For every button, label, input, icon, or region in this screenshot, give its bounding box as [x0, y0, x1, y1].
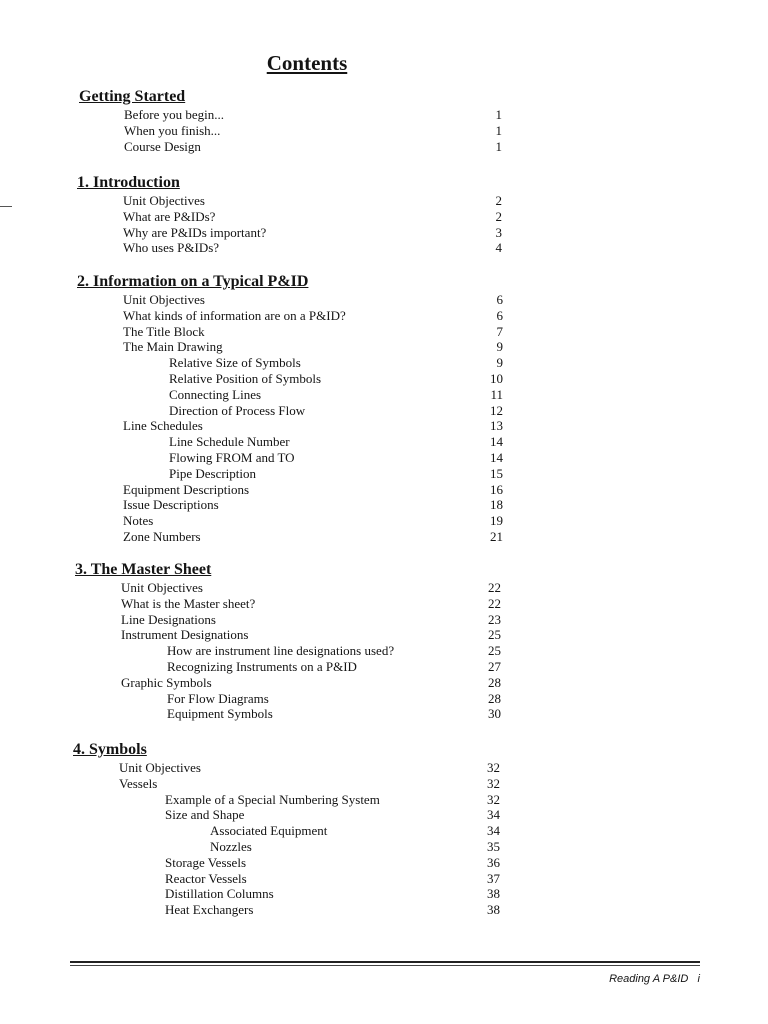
toc-entry-page: 2 [495, 208, 502, 224]
toc-entry-title: Flowing FROM and TO [169, 450, 295, 465]
toc-entry-title: Line Designations [121, 611, 216, 627]
toc-entry-page: 28 [488, 690, 501, 706]
toc-entry-title: Instrument Designations [121, 627, 249, 643]
toc-entry-title: Issue Descriptions [123, 497, 219, 513]
toc-entry-page: 35 [487, 839, 500, 854]
toc-entry-page: 38 [487, 902, 500, 918]
toc-entry-title: Reactor Vessels [165, 870, 247, 886]
toc-entry-page: 11 [490, 386, 503, 402]
toc-entry-title: Unit Objectives [123, 292, 205, 307]
toc-entry-page: 25 [488, 627, 501, 643]
toc-entry-title: Line Schedules [123, 418, 203, 434]
toc-entry-page: 14 [490, 434, 503, 450]
toc-entry-page: 38 [487, 886, 500, 902]
toc-entry-page: 22 [488, 595, 501, 611]
toc-entry-page: 25 [488, 643, 501, 659]
scan-edge-mark [0, 206, 12, 207]
toc-entry-page: 19 [490, 513, 503, 529]
toc-entry-page: 21 [490, 529, 503, 544]
toc-entry-page: 1 [495, 138, 502, 154]
toc-entry-title: Equipment Symbols [167, 706, 273, 722]
page-footer [560, 973, 700, 985]
toc-entry-title: For Flow Diagrams [167, 690, 269, 706]
toc-entry-page: 30 [488, 706, 501, 722]
toc-entry-title: Example of a Special Numbering System [165, 791, 380, 807]
toc-entry-title: Unit Objectives [123, 193, 205, 208]
toc-entry-title: The Main Drawing [123, 339, 223, 355]
toc-entry-title: Unit Objectives [119, 760, 201, 775]
toc-entry-page: 9 [496, 339, 503, 355]
toc-entry-title: The Title Block [123, 323, 205, 339]
toc-entry-page: 18 [490, 497, 503, 513]
toc-entry-title: Storage Vessels [165, 854, 247, 870]
toc-entry-page: 7 [496, 323, 503, 339]
toc-entry-title: What are P&IDs? [123, 208, 216, 224]
toc-entry-page: 1 [495, 107, 502, 122]
page-title: Contents [266, 51, 348, 75]
toc-entry-page: 34 [487, 823, 500, 839]
section-heading: 2. Information on a Typical P&ID [77, 273, 309, 290]
toc-entry-page: 15 [490, 465, 503, 481]
toc-entry-page: 2 [495, 193, 502, 208]
section-heading: Getting Started [79, 88, 186, 105]
toc-entry-title: Direction of Process Flow [169, 402, 306, 418]
toc-entry-page: 16 [490, 481, 503, 497]
toc-entry-title: What is the Master sheet? [121, 595, 256, 611]
section-heading: 1. Introduction [77, 174, 180, 191]
toc-entry-title: Size and Shape [165, 807, 245, 823]
toc-entry-page: 28 [488, 674, 501, 690]
footer-label: Reading A P&ID [609, 973, 689, 985]
toc-entry-page: 1 [495, 122, 502, 138]
toc-entry-title: How are instrument line designations used? [167, 643, 395, 659]
toc-entry-title: Associated Equipment [210, 823, 328, 839]
toc-entry-page: 32 [487, 791, 500, 807]
toc-entry-title: Before you begin... [124, 107, 225, 122]
toc-entry-page: 34 [487, 807, 500, 823]
toc-entry-page: 4 [495, 240, 502, 256]
toc-entry-title: Recognizing Instruments on a P&ID [167, 659, 357, 674]
toc-entry-title: Heat Exchangers [165, 902, 254, 918]
toc-entry-title: Relative Size of Symbols [169, 355, 301, 371]
footer-page-number: i [697, 973, 700, 985]
toc-entry-page: 6 [496, 307, 503, 323]
toc-entry-page: 10 [490, 371, 503, 386]
toc-entry-title: What kinds of information are on a P&ID? [123, 307, 346, 323]
toc-entry-title: Vessels [119, 775, 158, 791]
toc-entry-page: 36 [487, 854, 500, 870]
toc-entry-title: Distillation Columns [165, 886, 274, 902]
footer-rule-thin [70, 965, 700, 966]
toc-entry-page: 9 [496, 355, 503, 371]
toc-entry-page: 37 [487, 870, 500, 886]
toc-entry-page: 14 [490, 450, 503, 465]
toc-entry-title: Equipment Descriptions [123, 481, 250, 497]
toc-entry-title: Pipe Description [169, 465, 257, 481]
toc-entry-page: 13 [490, 418, 503, 434]
toc-entry-page: 23 [488, 611, 501, 627]
toc-entry-title: Unit Objectives [121, 580, 203, 595]
toc-entry-title: Nozzles [210, 839, 252, 854]
toc-entry-title: Why are P&IDs important? [123, 224, 267, 240]
toc-entry-title: Course Design [124, 138, 201, 154]
section-heading: 3. The Master Sheet [75, 561, 212, 578]
toc-entry-page: 32 [487, 775, 500, 791]
section-heading: 4. Symbols [73, 741, 147, 758]
toc-entry-page: 32 [487, 760, 500, 775]
toc-entry-page: 27 [488, 659, 501, 674]
toc-entry-page: 3 [495, 224, 502, 240]
toc-entry-title: Zone Numbers [123, 529, 201, 544]
toc-entry-title: Relative Position of Symbols [169, 371, 322, 386]
toc-entry-page: 12 [490, 402, 503, 418]
toc-entry-title: Notes [123, 513, 154, 529]
footer-rule-thick [70, 961, 700, 963]
toc-entry-page: 22 [488, 580, 501, 595]
toc-entry-title: Who uses P&IDs? [123, 240, 220, 256]
toc-entry-page: 6 [496, 292, 503, 307]
toc-entry-title: Graphic Symbols [121, 674, 212, 690]
toc-entry-title: Line Schedule Number [169, 434, 290, 450]
toc-entry-title: Connecting Lines [169, 386, 262, 402]
toc-entry-title: When you finish... [124, 122, 221, 138]
